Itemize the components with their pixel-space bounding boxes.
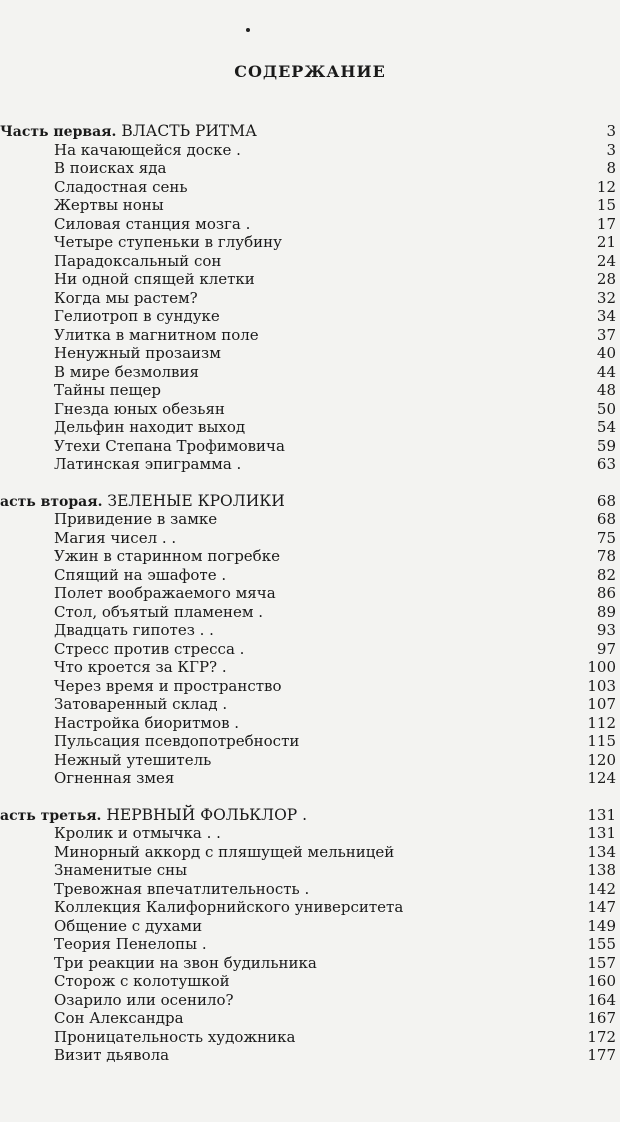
part-name: ЗЕЛЕНЫЕ КРОЛИКИ (107, 491, 285, 510)
toc-entry (0, 824, 620, 843)
page-number: 59 (596, 436, 616, 455)
entry-title: Озарило или осенило? (54, 990, 234, 1009)
page-number: 86 (596, 584, 616, 602)
entry-title: Настройка биоритмов . (54, 713, 240, 732)
part-heading (0, 492, 620, 511)
page-number: 32 (596, 288, 616, 307)
page-number: 112 (587, 713, 616, 732)
toc-entry (0, 252, 620, 271)
page-number: 54 (596, 418, 616, 436)
part-title (0, 492, 285, 512)
entry-title: Жертвы ноны (54, 196, 164, 214)
toc-entry (0, 658, 620, 677)
entry-title: Привидение в замке (54, 510, 218, 528)
toc-entry (0, 935, 620, 954)
page-number: 103 (587, 676, 616, 695)
entry-title: Тревожная впечатлительность . (54, 879, 310, 898)
page-number: 12 (596, 177, 616, 196)
toc-entry (0, 917, 620, 936)
toc-entry (0, 861, 620, 880)
toc-entry (0, 1028, 620, 1047)
page-number: 93 (596, 621, 616, 639)
entry-title: В мире безмолвия (54, 362, 199, 381)
toc-entry (0, 455, 620, 474)
page-number: 167 (587, 1009, 616, 1027)
toc-entry (0, 880, 620, 899)
toc-part-3 (0, 806, 620, 1065)
entry-title: Полет воображаемого мяча (54, 584, 276, 602)
entry-title: Проницательность художника (54, 1027, 296, 1046)
toc-entry (0, 751, 620, 770)
part-title (0, 806, 307, 826)
entry-title: Когда мы растем? (54, 288, 198, 307)
entry-title: Сладостная сень (54, 177, 188, 196)
page-number: 120 (587, 750, 616, 769)
page-number: 28 (596, 270, 616, 288)
page-number: 63 (596, 455, 616, 473)
entry-title: Спящий на эшафоте . (54, 565, 227, 584)
entry-title: Латинская эпиграмма . (54, 455, 242, 473)
entry-title: Что кроется за КГР? . (54, 658, 227, 676)
page-number: 134 (587, 842, 616, 861)
entry-title: Гнезда юных обезьян (54, 399, 225, 418)
toc-entry (0, 640, 620, 659)
toc-entry (0, 178, 620, 197)
toc-entry (0, 1009, 620, 1028)
entry-title: Огненная змея (54, 769, 175, 787)
table-of-contents (0, 122, 620, 1083)
page-number: 164 (587, 990, 616, 1009)
entry-title: Парадоксальный сон (54, 251, 222, 270)
page-number: 177 (587, 1046, 616, 1064)
entry-title: На качающейся доске . (54, 140, 241, 159)
page-number: 172 (587, 1027, 616, 1046)
toc-entry (0, 141, 620, 160)
entry-title: Стол, объятый пламенем . (54, 602, 264, 621)
part-prefix: асть вторая. (0, 493, 103, 510)
page-number: 68 (596, 510, 616, 528)
toc-entry (0, 196, 620, 215)
toc-entry (0, 621, 620, 640)
page-number: 17 (596, 214, 616, 233)
page-number: 75 (596, 528, 616, 547)
part-prefix: асть третья. (0, 807, 102, 824)
entry-title: Улитка в магнитном поле (54, 325, 259, 344)
entry-title: Три реакции на звон будильника (54, 953, 317, 972)
entry-title: Утехи Степана Трофимовича (54, 436, 285, 455)
toc-entry (0, 529, 620, 548)
entry-title: Минорный аккорд с пляшущей мельницей (54, 842, 395, 861)
page-number: 157 (587, 953, 616, 972)
page-number: 89 (596, 602, 616, 621)
page-number: 3 (606, 140, 616, 159)
entry-title: Нежный утешитель (54, 750, 212, 769)
entry-title: Визит дьявола (54, 1046, 170, 1064)
toc-entry (0, 843, 620, 862)
page-number: 8 (606, 159, 616, 177)
page-number: 124 (587, 769, 616, 787)
toc-entry (0, 307, 620, 326)
toc-entry (0, 714, 620, 733)
page-number: 131 (587, 824, 616, 842)
entry-title: Сон Александра (54, 1009, 184, 1027)
part-heading (0, 122, 620, 141)
page-number: 44 (596, 362, 616, 381)
entry-title: Затоваренный склад . (54, 695, 228, 713)
entry-title: Силовая станция мозга . (54, 214, 251, 233)
page-number: 97 (596, 639, 616, 658)
page-number: 34 (596, 307, 616, 325)
part-heading (0, 806, 620, 825)
part-prefix: Часть первая. (0, 124, 117, 140)
toc-entry (0, 437, 620, 456)
page-number: 100 (587, 658, 616, 676)
toc-entry (0, 954, 620, 973)
page-number: 15 (596, 196, 616, 214)
toc-entry (0, 344, 620, 363)
entry-title: Кролик и отмычка . . (54, 824, 221, 842)
page-number: 3 (606, 122, 616, 140)
entry-title: В поисках яда (54, 159, 167, 177)
page-number: 68 (596, 491, 616, 510)
entry-title: Коллекция Калифорнийского университета (54, 898, 404, 916)
toc-entry (0, 215, 620, 234)
toc-entry (0, 326, 620, 345)
entry-title: Четыре ступеньки в глубину (54, 233, 282, 251)
page-number: 107 (587, 695, 616, 713)
toc-entry (0, 972, 620, 991)
page-number: 115 (587, 732, 616, 750)
page-number: 155 (587, 935, 616, 953)
entry-title: Сторож с колотушкой (54, 972, 230, 990)
part-name: НЕРВНЫЙ ФОЛЬКЛОР . (106, 805, 308, 824)
toc-entry (0, 400, 620, 419)
page-title: СОДЕРЖАНИЕ (234, 62, 386, 81)
toc-entry (0, 566, 620, 585)
page-number: 48 (596, 381, 616, 399)
toc-entry (0, 270, 620, 289)
page-number: 82 (596, 565, 616, 584)
toc-entry (0, 233, 620, 252)
entry-title: Теория Пенелопы . (54, 935, 207, 953)
page-number: 160 (587, 972, 616, 990)
entry-title: Знаменитые сны (54, 861, 188, 879)
entry-title: Пульсация псевдопотребности (54, 732, 300, 750)
entry-title: Через время и пространство (54, 676, 282, 695)
page-number: 142 (587, 879, 616, 898)
toc-entry (0, 547, 620, 566)
toc-entry (0, 381, 620, 400)
entry-title: Ужин в старинном погребке (54, 547, 280, 565)
page-number: 40 (596, 344, 616, 362)
part-name: ВЛАСТЬ РИТМА (121, 122, 257, 140)
entry-title: Двадцать гипотез . . (54, 621, 214, 639)
page-number: 138 (587, 861, 616, 879)
page-number: 131 (587, 805, 616, 824)
toc-entry (0, 898, 620, 917)
page-number: 37 (596, 325, 616, 344)
toc-entry (0, 584, 620, 603)
entry-title: Гелиотроп в сундуке (54, 307, 220, 325)
page-number: 21 (596, 233, 616, 251)
toc-entry (0, 732, 620, 751)
page-number: 149 (587, 916, 616, 935)
ink-dot-mark (246, 28, 250, 32)
toc-entry (0, 991, 620, 1010)
entry-title: Общение с духами (54, 916, 203, 935)
page-number: 50 (596, 399, 616, 418)
page-number: 24 (596, 251, 616, 270)
toc-entry (0, 418, 620, 437)
toc-entry (0, 159, 620, 178)
toc-entry (0, 769, 620, 788)
part-title (0, 122, 257, 142)
page-number: 78 (596, 547, 616, 565)
entry-title: Ненужный прозаизм (54, 344, 221, 362)
entry-title: Дельфин находит выход (54, 418, 246, 436)
toc-entry (0, 677, 620, 696)
toc-part-2 (0, 492, 620, 788)
page-number: 147 (587, 898, 616, 916)
entry-title: Тайны пещер (54, 381, 161, 399)
toc-entry (0, 363, 620, 382)
toc-entry (0, 289, 620, 308)
entry-title: Магия чисел . . (54, 528, 177, 547)
toc-entry (0, 1046, 620, 1065)
toc-entry (0, 603, 620, 622)
toc-entry (0, 695, 620, 714)
toc-part-1 (0, 122, 620, 474)
entry-title: Ни одной спящей клетки (54, 270, 255, 288)
entry-title: Стресс против стресса . (54, 639, 245, 658)
toc-entry (0, 510, 620, 529)
